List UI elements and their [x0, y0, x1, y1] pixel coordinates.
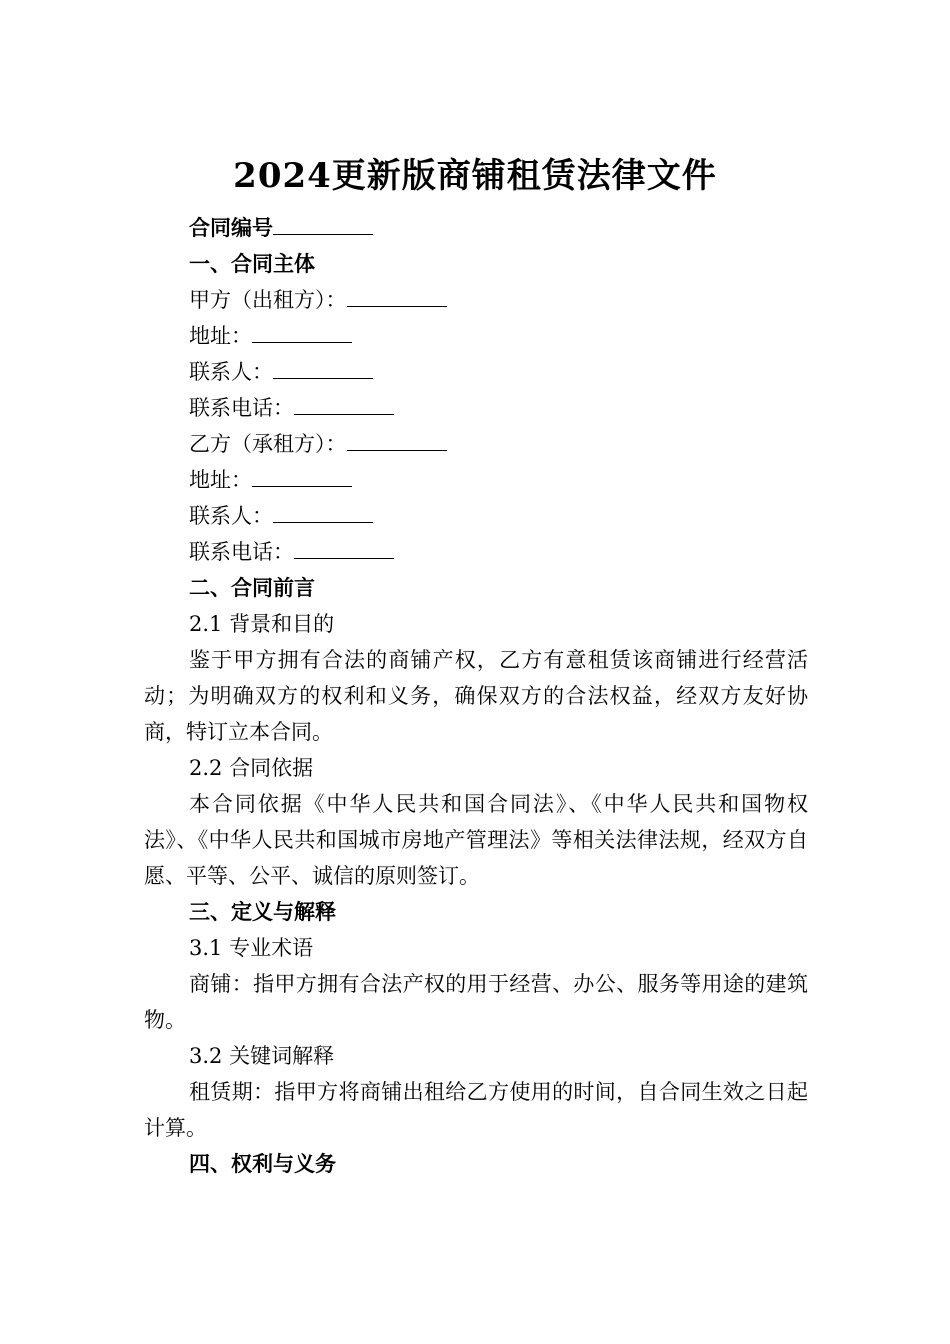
party-a-address-line	[144, 318, 808, 354]
paragraph: 本合同依据《中华人民共和国合同法》、《中华人民共和国物权法》、《中华人民共和国城市房地产管理法》等相关法律法规，经双方自愿、平等、公平、诚信的原则签订。	[144, 792, 808, 888]
party-b-address-blank[interactable]	[252, 466, 352, 487]
contract-number-label: 合同编号	[189, 216, 273, 240]
section-heading: 三、定义与解释	[189, 900, 336, 924]
contract-number-blank[interactable]	[273, 214, 373, 235]
party-a-contact-line	[144, 354, 808, 390]
contact-label: 联系人：	[189, 360, 273, 384]
subsection-heading: 3.1 专业术语	[189, 936, 314, 960]
paragraph: 租赁期：指甲方将商铺出租给乙方使用的时间，自合同生效之日起计算。	[144, 1080, 808, 1140]
party-a-line	[144, 282, 808, 318]
subsection-heading: 3.2 关键词解释	[189, 1044, 335, 1068]
party-b-label: 乙方（承租方）：	[189, 432, 347, 456]
paragraph: 鉴于甲方拥有合法的商铺产权，乙方有意租赁该商铺进行经营活动；为明确双方的权利和义务，确保双方的合法权益，经双方友好协商，特订立本合同。	[144, 648, 808, 744]
party-a-phone-line	[144, 390, 808, 426]
party-a-contact-blank[interactable]	[273, 358, 373, 379]
party-b-contact-blank[interactable]	[273, 502, 373, 523]
section-heading: 四、权利与义务	[189, 1152, 336, 1176]
phone-label: 联系电话：	[189, 540, 294, 564]
party-a-blank[interactable]	[347, 286, 447, 307]
party-b-phone-line	[144, 534, 808, 570]
subsection-heading: 2.1 背景和目的	[189, 612, 335, 636]
party-b-address-line	[144, 462, 808, 498]
phone-label: 联系电话：	[189, 396, 294, 420]
party-b-contact-line	[144, 498, 808, 534]
section-heading: 二、合同前言	[189, 576, 315, 600]
document-body	[144, 210, 808, 1182]
contract-number-line	[144, 210, 808, 246]
party-a-label: 甲方（出租方）：	[189, 288, 347, 312]
party-b-phone-blank[interactable]	[294, 538, 394, 559]
contact-label: 联系人：	[189, 504, 273, 528]
address-label: 地址：	[189, 324, 252, 348]
subsection-heading: 2.2 合同依据	[189, 756, 314, 780]
party-b-blank[interactable]	[347, 430, 447, 451]
party-a-phone-blank[interactable]	[294, 394, 394, 415]
paragraph: 商铺：指甲方拥有合法产权的用于经营、办公、服务等用途的建筑物。	[144, 972, 808, 1032]
address-label: 地址：	[189, 468, 252, 492]
party-b-line	[144, 426, 808, 462]
document-title: 2024更新版商铺租赁法律文件	[233, 156, 717, 196]
section-heading: 一、合同主体	[189, 252, 315, 276]
party-a-address-blank[interactable]	[252, 322, 352, 343]
